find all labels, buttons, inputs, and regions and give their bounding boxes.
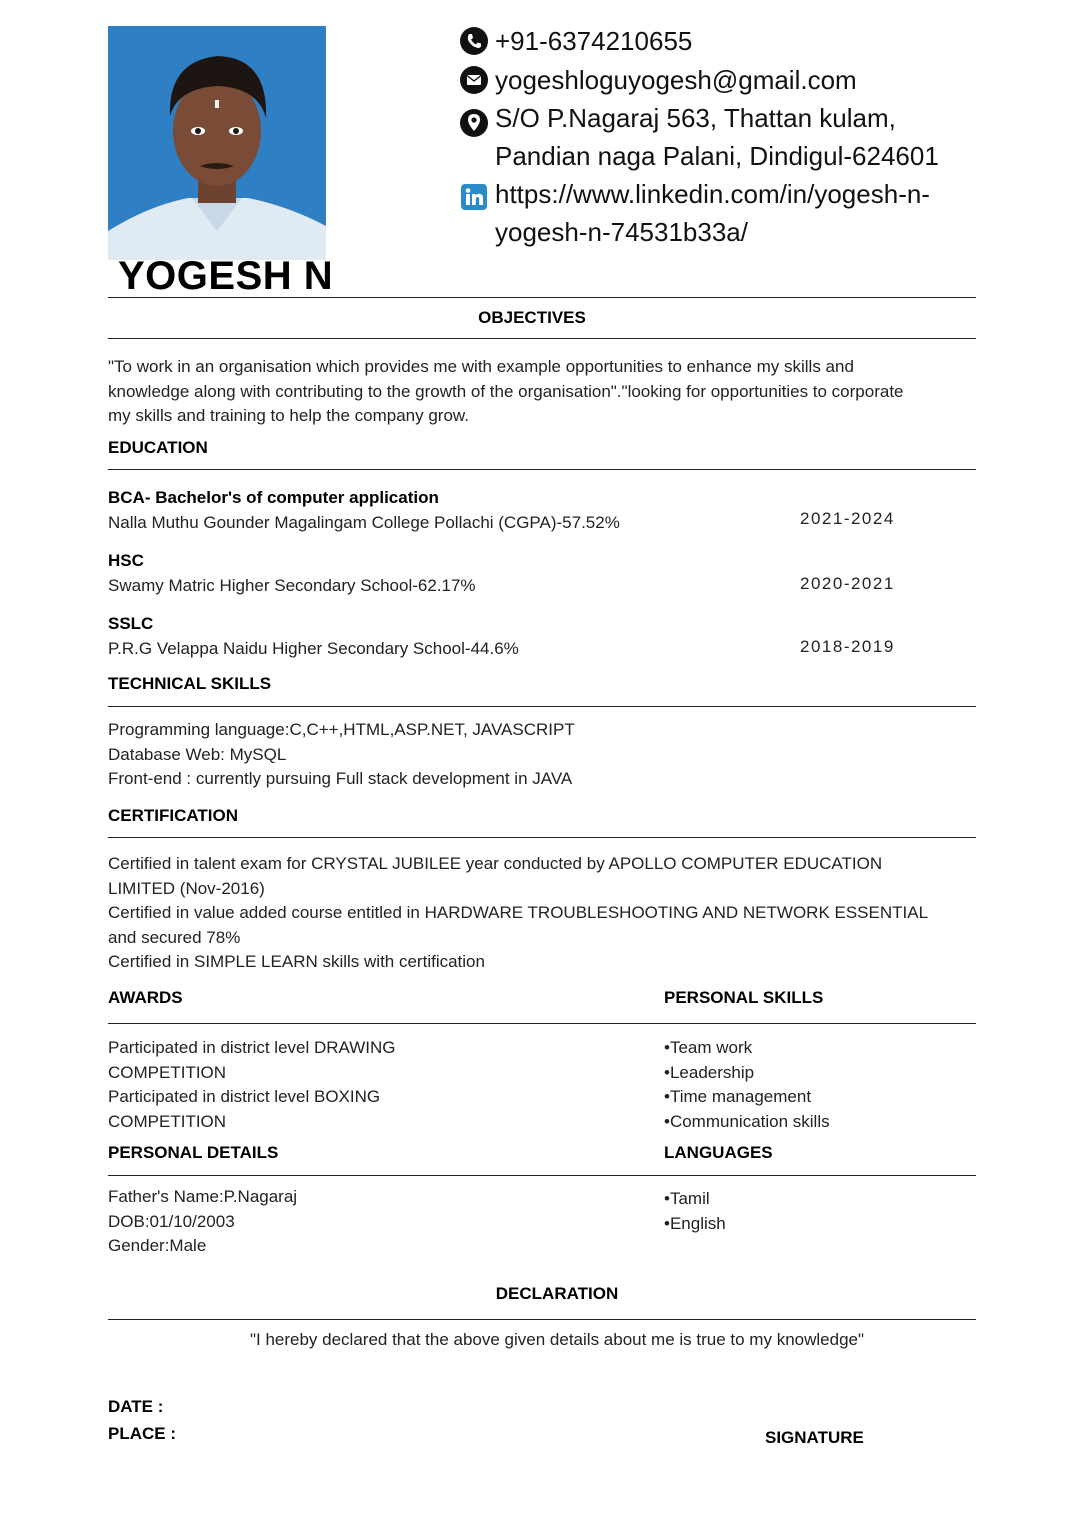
- technical-skill-line: Database Web: MySQL: [108, 744, 287, 764]
- phone-number[interactable]: +91-6374210655: [495, 26, 693, 56]
- list-item: •English: [664, 1213, 726, 1233]
- profile-photo: [108, 26, 326, 260]
- education-institution: P.R.G Velappa Naidu Higher Secondary School-44.6%: [108, 638, 519, 658]
- education-item: [108, 549, 476, 598]
- personal-details-text: [108, 1185, 297, 1259]
- education-years: 2018-2019: [800, 637, 895, 656]
- objectives-line: knowledge along with contributing to the growth of the organisation"."looking for opportunities to corporate: [108, 381, 904, 401]
- award-line: COMPETITION: [108, 1062, 227, 1082]
- place-label: PLACE :: [108, 1424, 176, 1443]
- email-row: [460, 61, 1020, 99]
- declaration-text: "I hereby declared that the above given details about me is true to my knowledge": [249, 1330, 865, 1349]
- personal-detail-line: Gender:Male: [108, 1236, 207, 1255]
- list-item: •Time management: [664, 1087, 812, 1106]
- linkedin-row: [460, 175, 1020, 251]
- phone-icon: [460, 27, 488, 55]
- personal-skills-heading: PERSONAL SKILLS: [664, 988, 824, 1007]
- list-item: •Communication skills: [664, 1111, 830, 1131]
- technical-skills-text: [108, 718, 575, 792]
- certification-line: Certified in value added course entitled in HARDWARE TROUBLESHOOTING AND NETWORK ESSENTIAL: [108, 903, 929, 922]
- divider: [108, 297, 976, 298]
- date-label: DATE :: [108, 1397, 164, 1416]
- list-item: •Team work: [664, 1038, 753, 1057]
- person-portrait-image: [108, 26, 326, 260]
- education-degree: SSLC: [108, 614, 154, 633]
- objectives-line: my skills and training to help the company grow.: [108, 406, 469, 425]
- divider: [108, 338, 976, 339]
- award-line: COMPETITION: [108, 1111, 227, 1131]
- address-row: [460, 99, 1020, 175]
- divider: [108, 837, 976, 838]
- technical-skill-line: Front-end : currently pursuing Full stack development in JAVA: [108, 769, 573, 788]
- list-item: •Tamil: [664, 1189, 710, 1208]
- technical-skills-heading: TECHNICAL SKILLS: [108, 674, 272, 693]
- address-line-1: S/O P.Nagaraj 563, Thattan kulam,: [495, 103, 896, 133]
- objectives-text: [108, 355, 904, 429]
- objectives-heading: OBJECTIVES: [478, 308, 586, 327]
- personal-skills-list: [664, 1036, 830, 1134]
- education-years: 2021-2024: [800, 509, 895, 528]
- personal-detail-line: Father's Name:P.Nagaraj: [108, 1187, 298, 1206]
- candidate-name: YOGESH N: [118, 254, 334, 298]
- personal-detail-line: DOB:01/10/2003: [108, 1211, 235, 1231]
- certification-line: and secured 78%: [108, 927, 241, 947]
- award-line: Participated in district level BOXING: [108, 1087, 381, 1106]
- linkedin-url-line-1[interactable]: https://www.linkedin.com/in/yogesh-n-: [495, 179, 930, 209]
- linkedin-icon: [460, 183, 488, 211]
- certification-line: Certified in talent exam for CRYSTAL JUBILEE year conducted by APOLLO COMPUTER EDUCATION: [108, 854, 883, 873]
- languages-list: [664, 1187, 726, 1236]
- education-degree: BCA- Bachelor's of computer application: [108, 488, 439, 507]
- email-address[interactable]: yogeshloguyogesh@gmail.com: [495, 65, 857, 95]
- certification-heading: CERTIFICATION: [108, 806, 239, 825]
- email-icon: [460, 66, 488, 94]
- divider: [108, 1023, 976, 1024]
- personal-details-heading: PERSONAL DETAILS: [108, 1143, 279, 1162]
- divider: [108, 1175, 976, 1176]
- divider: [108, 1319, 976, 1320]
- languages-heading: LANGUAGES: [664, 1143, 773, 1162]
- education-item: [108, 486, 620, 535]
- education-heading: EDUCATION: [108, 438, 208, 457]
- awards-heading: AWARDS: [108, 988, 183, 1007]
- certification-line: LIMITED (Nov-2016): [108, 878, 265, 898]
- declaration-heading: DECLARATION: [495, 1284, 619, 1303]
- objectives-line: "To work in an organisation which provides me with example opportunities to enhance my skills and: [108, 357, 854, 376]
- list-item: •Leadership: [664, 1062, 755, 1082]
- education-degree: HSC: [108, 551, 144, 570]
- location-pin-icon: [460, 109, 488, 137]
- education-item: [108, 612, 519, 661]
- certification-line: Certified in SIMPLE LEARN skills with certification: [108, 952, 485, 971]
- divider: [108, 706, 976, 707]
- linkedin-url-line-2[interactable]: yogesh-n-74531b33a/: [495, 217, 748, 247]
- education-institution: Swamy Matric Higher Secondary School-62.17%: [108, 575, 476, 595]
- divider: [108, 469, 976, 470]
- education-institution: Nalla Muthu Gounder Magalingam College Pollachi (CGPA)-57.52%: [108, 512, 620, 532]
- certification-text: [108, 852, 928, 975]
- technical-skill-line: Programming language:C,C++,HTML,ASP.NET, JAVASCRIPT: [108, 720, 575, 739]
- phone-row: [460, 22, 1020, 60]
- award-line: Participated in district level DRAWING: [108, 1038, 396, 1057]
- address-line-2: Pandian naga Palani, Dindigul-624601: [495, 141, 939, 171]
- awards-text: [108, 1036, 396, 1134]
- signature-label: SIGNATURE: [765, 1428, 864, 1447]
- education-years: 2020-2021: [800, 574, 895, 593]
